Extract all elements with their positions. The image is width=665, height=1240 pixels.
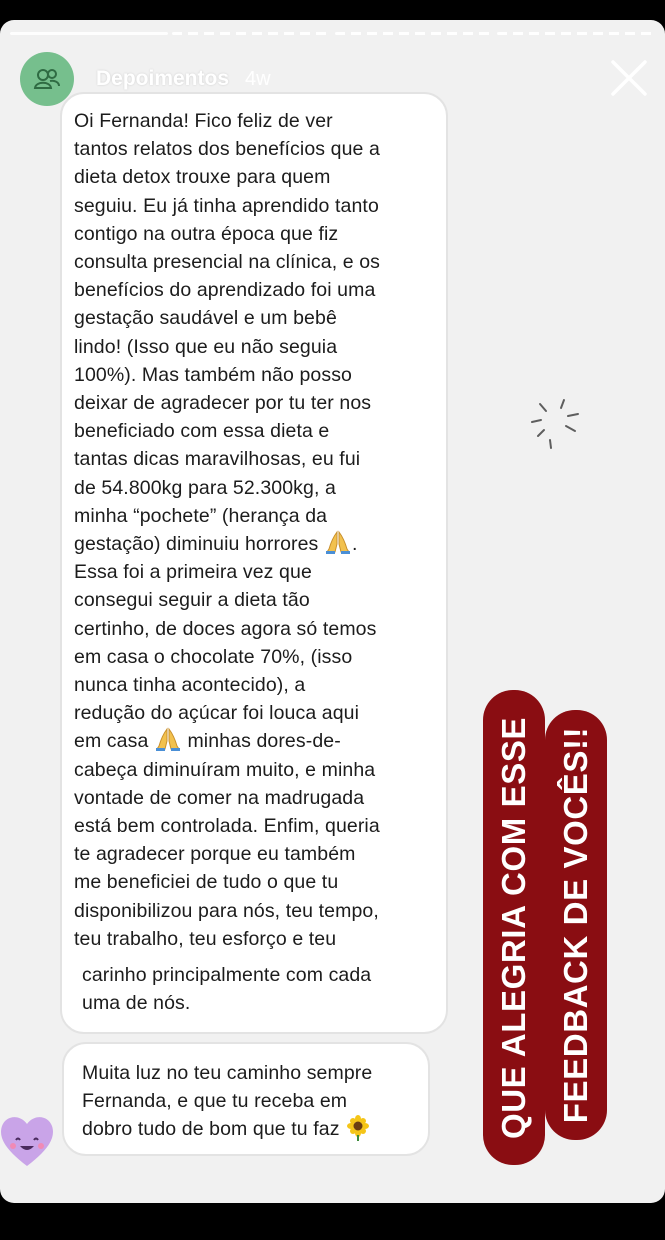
sparkle-icon [528,396,584,452]
story-progress-bar [10,32,655,36]
message-line: uma de nós. [82,992,191,1015]
close-icon[interactable] [609,58,649,98]
profile-avatar-icon[interactable] [20,52,74,106]
message-line-with-emoji [82,1115,428,1143]
message-line: de 54.800kg para 52.300kg, a [74,476,336,499]
message-line: contigo na outra época que fiz [74,222,339,245]
message-text: gestação) diminuiu horrores [74,533,319,556]
message-line: teu trabalho, teu esforço e teu [74,927,337,950]
account-name[interactable]: Depoimentos [96,67,230,90]
message-line: nunca tinha acontecido), a [74,674,306,697]
message-line: seguiu. Eu já tinha aprendido tanto [74,194,379,217]
message-text: em casa [74,730,149,753]
folded-hands-emoji [154,727,182,751]
message-line: dieta detox trouxe para quem [74,166,331,189]
message-line: está bem controlada. Enfim, queria [74,815,380,838]
message-line: tantas dicas maravilhosas, eu fui [74,448,361,471]
message-line: disponibilizou para nós, teu tempo, [74,899,379,922]
message-line: tantos relatos dos benefícios que a [74,138,380,161]
message-line: te agradecer porque eu também [74,843,356,866]
message-line-with-emoji [74,727,446,755]
message-line-with-emoji [74,530,446,558]
message-line: redução do açúcar foi louca aqui [74,702,360,725]
message-line: Essa foi a primeira vez que [74,561,312,584]
message-line: Oi Fernanda! Fico feliz de ver [74,110,333,132]
message-bubble-main [60,92,448,1034]
folded-hands-emoji [324,530,352,554]
message-line: gestação saudável e um bebê [74,307,337,330]
message-line: deixar de agradecer por tu ter nos [74,392,372,415]
message-line: consulta presencial na clínica, e os [74,251,381,274]
message-line: em casa o chocolate 70%, (isso [74,645,353,668]
message-line: lindo! (Isso que eu não seguia [74,335,338,358]
post-age: 4w [245,67,271,90]
message-text: . [351,533,358,556]
progress-segment [10,32,168,35]
caption-text-1: QUE ALEGRIA COM ESSE [495,716,533,1139]
message-line: benefícios do aprendizado foi uma [74,279,376,302]
message-line: consegui seguir a dieta tão [74,589,310,612]
message-line: 100%). Mas também não posso [74,363,353,386]
sunflower-emoji [345,1115,371,1141]
message-text: dobro tudo de bom que tu faz [82,1118,340,1141]
caption-sticker-2 [545,710,607,1140]
message-line: certinho, de doces agora só temos [74,617,377,640]
message-line: Fernanda, e que tu receba em [82,1090,348,1113]
message-line: me beneficiei de tudo o que tu [74,871,339,894]
message-bubble-second [62,1042,430,1156]
message-line: beneficiado com essa dieta e [74,420,330,443]
heart-sticker-icon [0,1110,58,1170]
progress-segment [335,32,493,35]
message-line: carinho principalmente com cada [82,964,372,987]
caption-text-2: FEEDBACK DE VOCÊS!! [557,726,594,1124]
message-line: vontade de comer na madrugada [74,786,365,809]
message-text: minhas dores-de- [187,730,341,753]
message-line: cabeça diminuíram muito, e minha [74,758,376,781]
message-line: Muita luz no teu caminho sempre [82,1062,373,1084]
caption-sticker-1 [483,690,545,1165]
message-line: minha “pochete” (herança da [74,504,328,527]
story-frame [0,20,665,1203]
progress-segment [497,32,655,35]
progress-segment [172,32,330,35]
